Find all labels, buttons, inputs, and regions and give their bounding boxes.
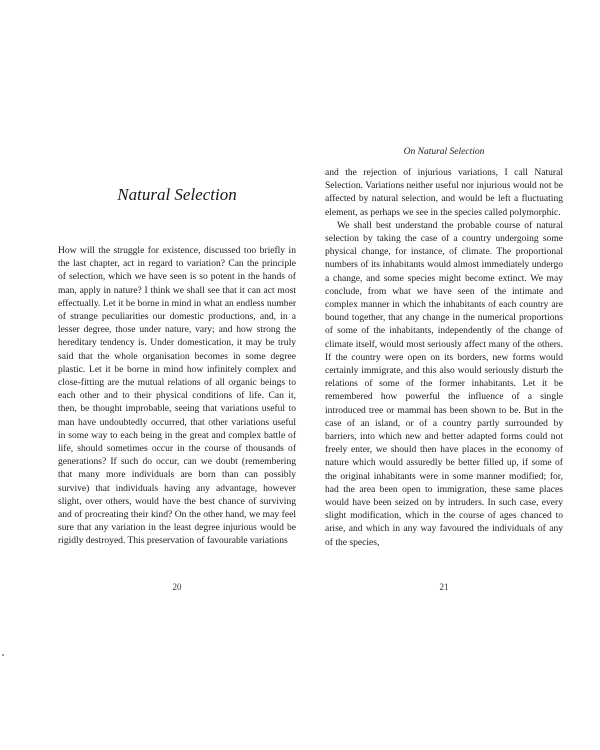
running-head: On Natural Selection [403,147,485,157]
left-body-text [58,244,296,548]
page-number-left: 20 [172,582,182,592]
chapter-title: Natural Selection [117,185,237,204]
paragraph: and the rejection of injurious variations, I call Natural Selection. Variations neither useful nor injurious would not be affected by natural selection, and would be left a fluctuating element, as perhaps we see in the species called polymorphic. [325,167,563,218]
paragraph: We shall best understand the probable course of natural selection by taking the case of a country undergoing some physical change, for instance, of climate. The proportional numbers of its inhabitants would almost immediately undergo a change, and some species might become extinct. We may conclude, from what we have seen of the intimate and complex manner in which the inhabitants of each country are bound together, that any change in the numerical proportions of some of the inhabitants, independently of the change of climate itself, would most seriously affect many of the others. If the country were open on its borders, new forms would certainly immigrate, and this also would seriously disturb the relations of some of the former inhabitants. Let it be remembered how powerful the influence of a single introduced tree or mammal has been shown to be. But in the case of an island, or of a country partly surrounded by barriers, into which new and better adapted forms could not freely enter, we should then have places in the economy of nature which would assuredly be better filled up, if some of the original inhabitants were in some manner modified; for, had the area been open to immigration, these same places would have been seized on by intruders. In such case, every slight modification, which in the course of ages chanced to arise, and which in any way favoured the individuals of any of the species, [325,219,563,548]
page-number-right: 21 [439,582,449,592]
paragraph: How will the struggle for existence, discussed too briefly in the last chapter, act in regard to variation? Can the principle of selection, which we have seen is so potent in the hands of man, apply in nature? I think we shall see that it can act most effectually. Let it be borne in mind in what an endless number of strange peculiarities our domestic productions, and, in a lesser degree, those under nature, vary; and how strong the hereditary tendency is. Under domestication, it may be truly said that the whole organisation becomes in some degree plastic. Let it be borne in mind how infinitely complex and close-fitting are the mutual relations of all organic beings to each other and to their physical conditions of life. Can it, then, be thought improbable, seeing that variations useful to man have undoubtedly occurred, that other variations useful in some way to each being in the great and complex battle of life, should sometimes occur in the course of thousands of generations? If such do occur, can we doubt (remembering that many more individuals are born than can possibly survive) that individuals having any advantage, however slight, over others, would have the best chance of surviving and of procreating their kind? On the other hand, we may feel sure that any variation in the least degree injurious would be rigidly destroyed. This preservation of favourable variations [58,245,296,547]
right-body-text [325,166,563,549]
scan-speck [2,654,4,656]
